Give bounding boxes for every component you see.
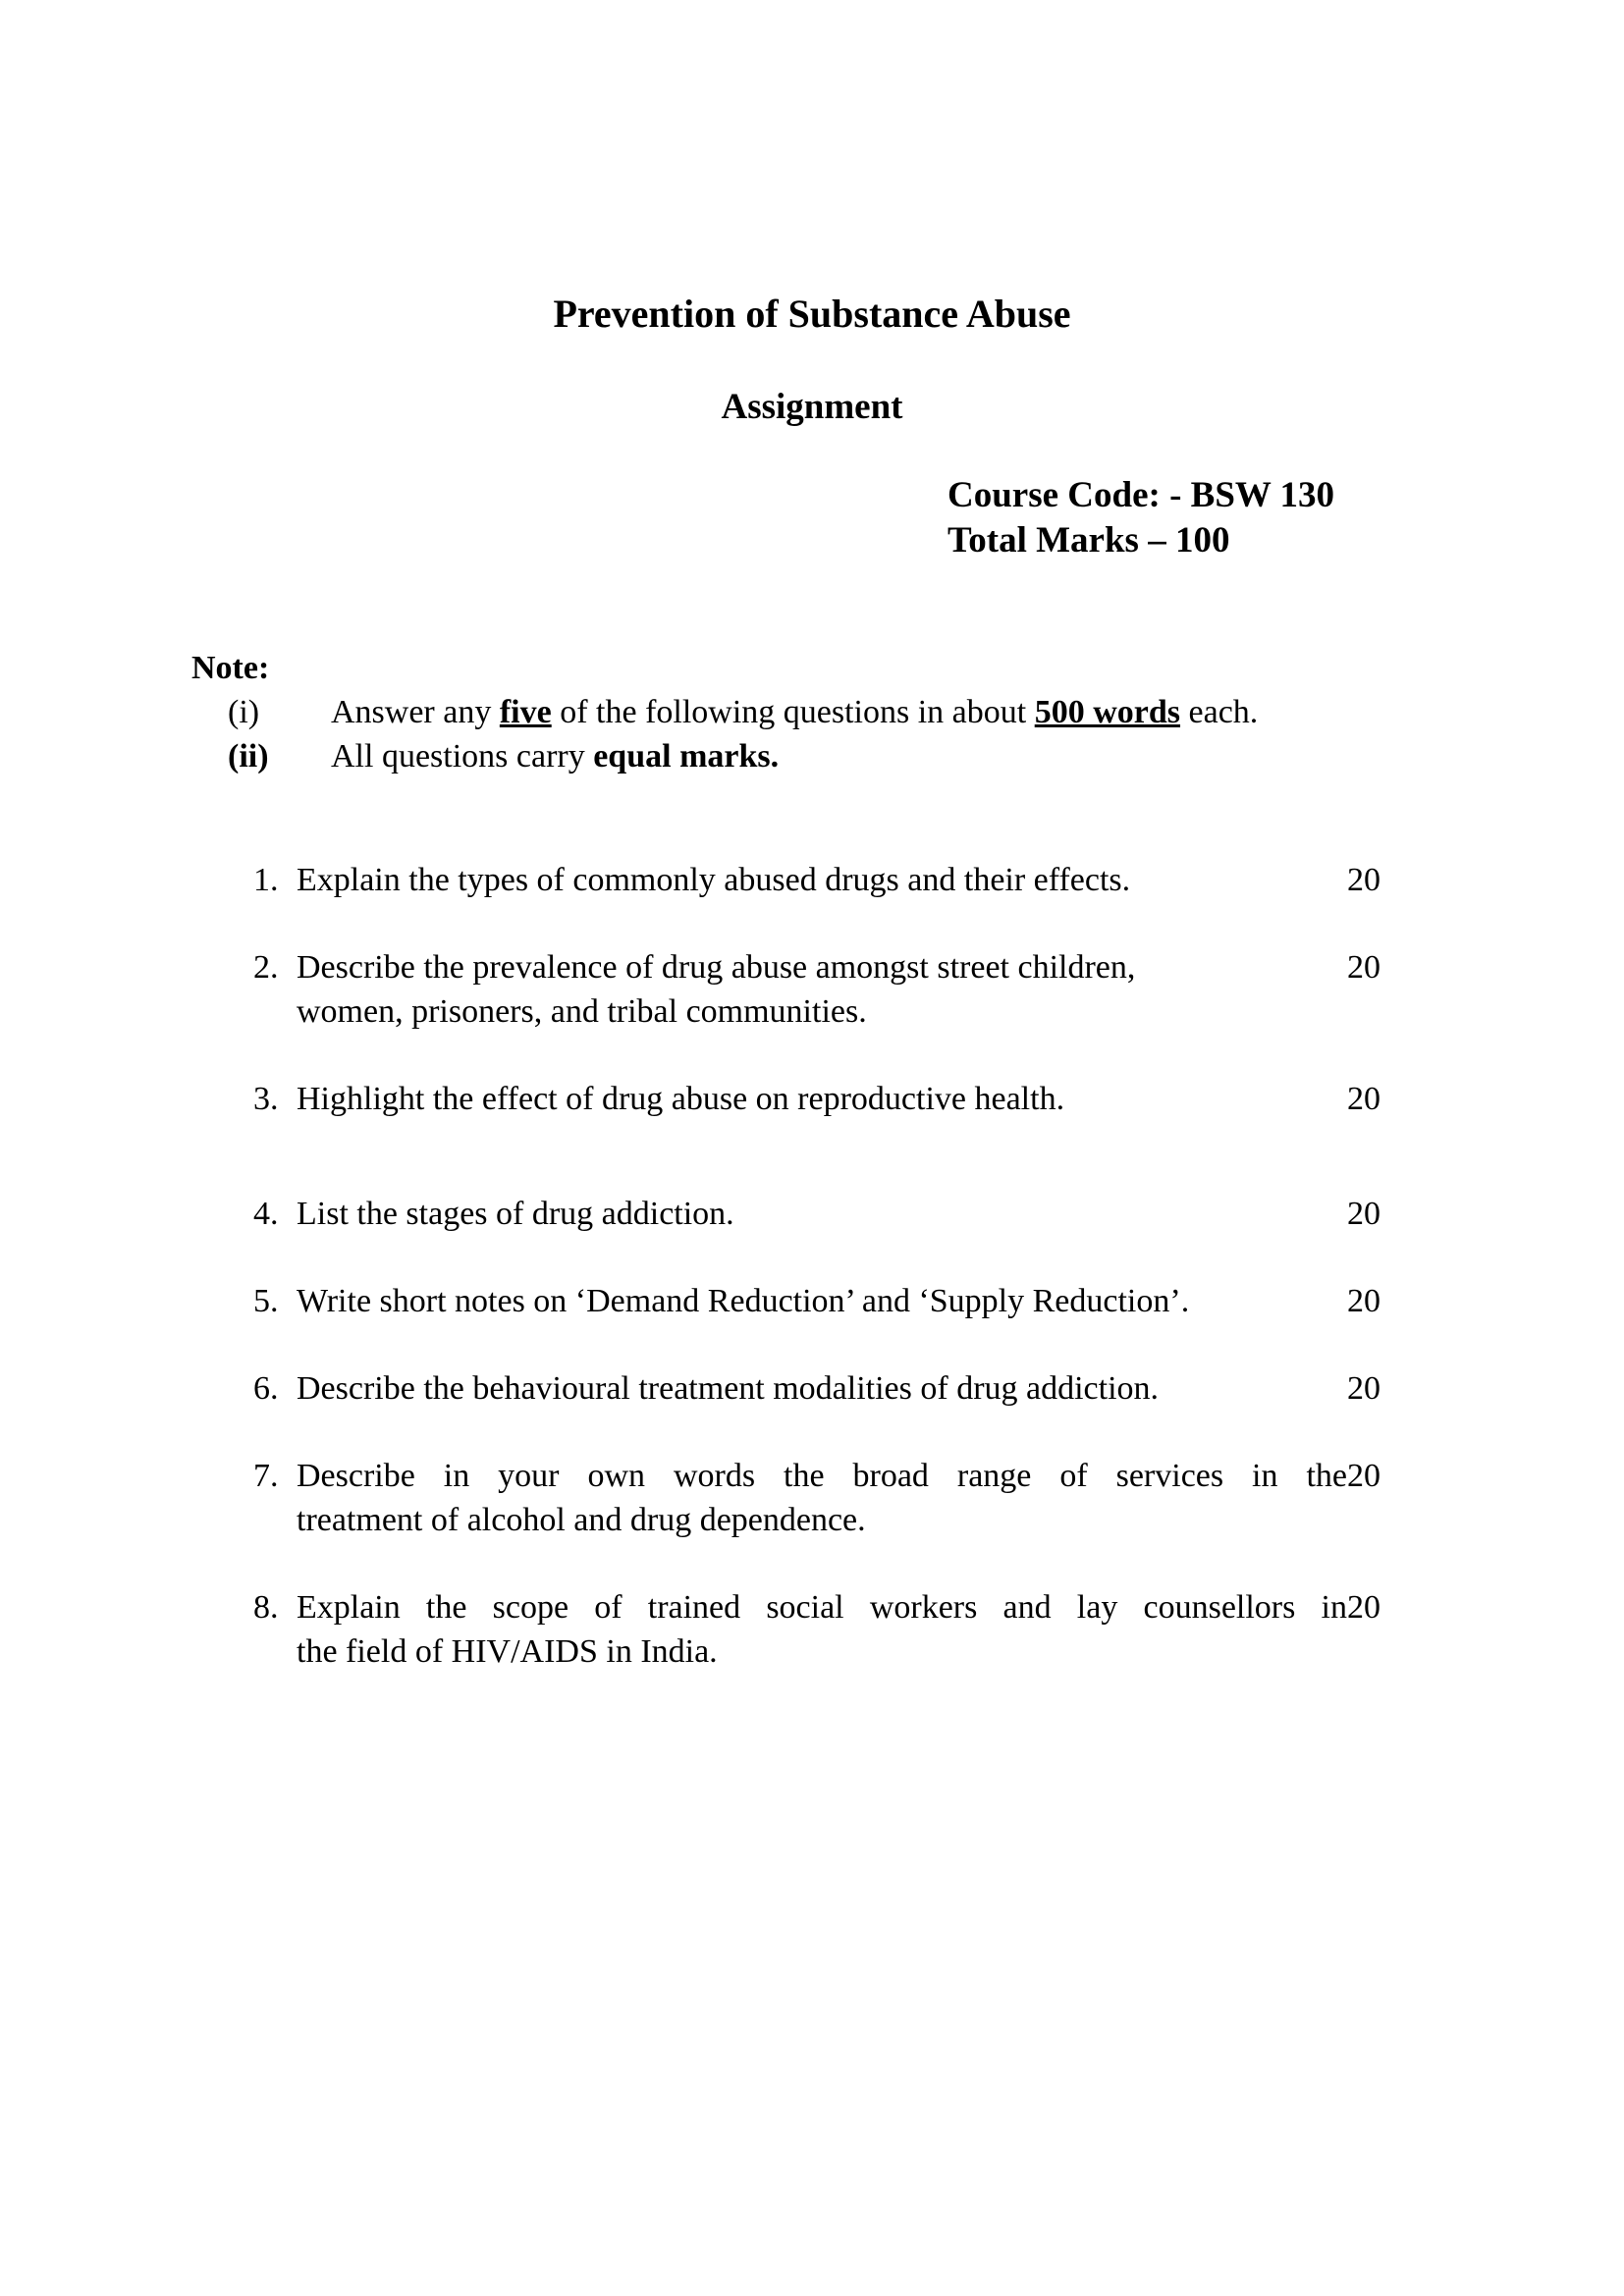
note-item-text: [331, 734, 1624, 778]
question-number: 5.: [253, 1283, 279, 1319]
question-number: 6.: [253, 1370, 279, 1407]
note-text-segment-emphasis: five: [499, 694, 552, 730]
question-number: 1.: [253, 862, 279, 898]
note-section: [191, 646, 1624, 778]
note-text-segment: All questions carry: [331, 738, 594, 774]
question-text: [297, 858, 1347, 902]
question-marks: 20: [1347, 1283, 1380, 1319]
question-text: [297, 1279, 1347, 1323]
question-marks: 20: [1347, 1081, 1380, 1117]
question-line: Explain the types of commonly abused drugs and their effects.: [297, 862, 1131, 898]
question-row-7: [253, 1454, 1412, 1542]
question-marks: 20: [1347, 862, 1380, 898]
question-line: List the stages of drug addiction.: [297, 1196, 734, 1232]
question-line: Describe the prevalence of drug abuse amongst street children,: [297, 949, 1136, 986]
assignment-subtitle: Assignment: [721, 387, 903, 427]
total-marks-line: Total Marks – 100: [947, 520, 1230, 561]
note-item-text: [331, 690, 1624, 734]
question-row-3: [253, 1077, 1412, 1121]
question-line: Describe the behavioural treatment modalities of drug addiction.: [297, 1370, 1160, 1407]
question-line: Highlight the effect of drug abuse on reproductive health.: [297, 1081, 1065, 1117]
question-text: [297, 1192, 1347, 1236]
note-item-number: (i): [228, 694, 260, 730]
question-marks: 20: [1347, 1458, 1380, 1494]
question-marks: 20: [1347, 949, 1380, 986]
question-row-6: [253, 1366, 1412, 1411]
note-text-segment-emphasis: 500 words: [1034, 694, 1181, 730]
question-row-4: [253, 1192, 1412, 1236]
question-line: treatment of alcohol and drug dependence.: [297, 1502, 866, 1538]
question-text: [297, 945, 1347, 1034]
course-info-block: [947, 473, 1624, 563]
question-row-8: [253, 1585, 1412, 1674]
question-number: 4.: [253, 1196, 279, 1232]
course-code-line: Course Code: - BSW 130: [947, 475, 1334, 515]
note-text-segment: of the following questions in about: [551, 694, 1035, 730]
question-line: Explain the scope of trained social workers and lay counsellors in: [297, 1589, 1347, 1626]
question-marks: 20: [1347, 1589, 1380, 1626]
note-text-segment: Answer any: [331, 694, 500, 730]
question-number: 7.: [253, 1458, 279, 1494]
question-text: [297, 1585, 1347, 1674]
question-text: [297, 1077, 1347, 1121]
question-line: women, prisoners, and tribal communities.: [297, 993, 867, 1030]
note-item-ii: [228, 734, 1624, 778]
question-marks: 20: [1347, 1196, 1380, 1232]
question-line: Write short notes on ‘Demand Reduction’ and ‘Supply Reduction’.: [297, 1283, 1190, 1319]
question-marks: 20: [1347, 1370, 1380, 1407]
question-list: [253, 858, 1412, 1674]
question-number: 8.: [253, 1589, 279, 1626]
question-row-5: [253, 1279, 1412, 1323]
note-text-segment-emphasis: equal marks.: [593, 738, 780, 774]
note-item-i: [228, 690, 1624, 734]
question-number: 2.: [253, 949, 279, 986]
question-line: Describe in your own words the broad range of services in the: [297, 1458, 1347, 1494]
question-text: [297, 1366, 1347, 1411]
note-item-number: (ii): [228, 738, 269, 774]
question-number: 3.: [253, 1081, 279, 1117]
page-title: Prevention of Substance Abuse: [553, 292, 1071, 336]
note-label: Note:: [191, 650, 270, 686]
note-text-segment: each.: [1180, 694, 1259, 730]
question-line: the field of HIV/AIDS in India.: [297, 1633, 718, 1670]
question-row-2: [253, 945, 1412, 1034]
question-row-1: [253, 858, 1412, 902]
question-text: [297, 1454, 1347, 1542]
